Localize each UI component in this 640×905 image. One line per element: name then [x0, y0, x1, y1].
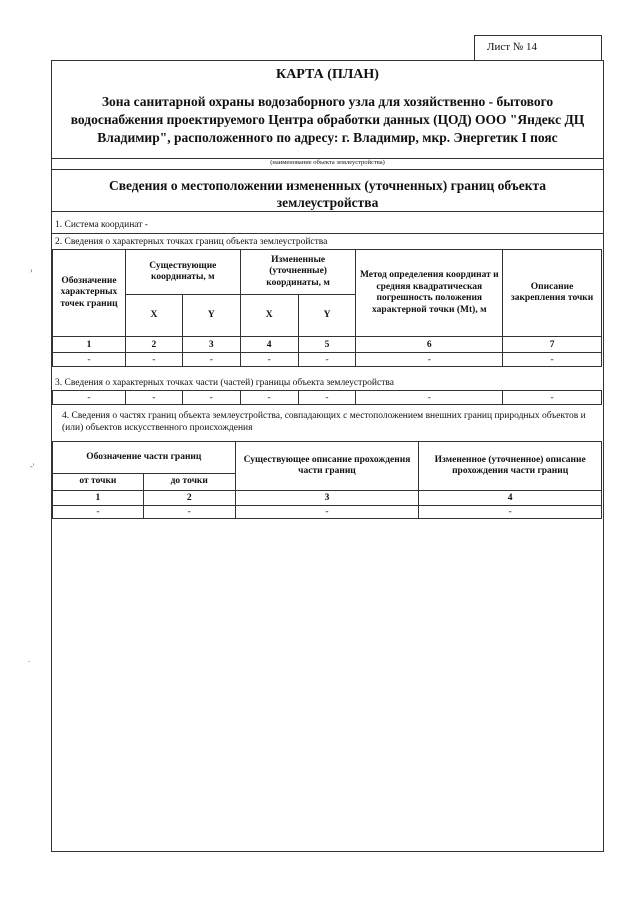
column-number: 5 [298, 337, 356, 353]
points-table [52, 249, 602, 367]
table-cell: - [356, 391, 503, 405]
coordinate-system-item: 1. Система координат - [55, 220, 148, 230]
table-cell: - [182, 353, 240, 367]
divider [52, 233, 603, 234]
column-number: 2 [143, 491, 235, 506]
column-number: 4 [419, 491, 602, 506]
col-part-designation: Обозначение части границ [53, 442, 236, 474]
divider [52, 211, 603, 212]
col-x: X [125, 295, 182, 337]
part-points-table [52, 390, 602, 405]
column-number: 1 [53, 337, 126, 353]
table-row [53, 353, 602, 367]
divider [52, 169, 603, 170]
col-existing-coords: Существующие координаты, м [125, 250, 240, 295]
sheet-number-box [474, 35, 602, 61]
table-number-row [53, 491, 602, 506]
table-cell: - [503, 353, 602, 367]
table-cell: - [298, 391, 356, 405]
col-to-point: до точки [143, 474, 235, 491]
table-cell: - [298, 353, 356, 367]
table-cell: - [182, 391, 240, 405]
document-frame [51, 60, 604, 852]
column-number: 7 [503, 337, 602, 353]
natural-boundaries-item: 4. Сведения о частях границ объекта землеустройства, совпадающих с местоположением внешних границ природных объектов и (или) объектов искусственного происхождения [62, 411, 586, 433]
table-cell: - [53, 506, 144, 519]
part-points-item: 3. Сведения о характерных точках части (частей) границы объекта землеустройства [55, 378, 394, 388]
table-cell: - [53, 391, 126, 405]
table-cell: - [125, 391, 182, 405]
col-changed-description: Измененное (уточненное) описание прохождения части границ [419, 442, 602, 491]
column-number: 2 [125, 337, 182, 353]
scan-mark: › [30, 266, 33, 275]
column-number: 4 [240, 337, 298, 353]
column-number: 1 [53, 491, 144, 506]
table-cell: - [53, 353, 126, 367]
col-from-point: от точки [53, 474, 144, 491]
points-item: 2. Сведения о характерных точках границ объекта землеустройства [55, 237, 328, 247]
sheet-number: Лист № 14 [487, 41, 538, 53]
document-subtitle: Зона санитарной охраны водозаборного узла для хозяйственно - бытового водоснабжения проектируемого Центра обработки данных (ЦОД) ООО "Яндекс ДЦ Владимир", расположенного по адресу: г. Владимир, мкр. Энергетик I пояс [70, 94, 585, 145]
table-number-row [53, 337, 602, 353]
col-designation: Обозначение характерных точек границ [53, 250, 126, 337]
document-title: КАРТА (ПЛАН) [276, 67, 379, 82]
table-cell: - [240, 353, 298, 367]
table-cell: - [419, 506, 602, 519]
section-heading: Сведения о местоположении измененных (уточненных) границ объекта землеустройства [108, 178, 547, 210]
table-cell: - [356, 353, 503, 367]
col-description: Описание закрепления точки [503, 250, 602, 337]
table-cell: - [240, 391, 298, 405]
subtitle-caption: (наименование объекта землеустройства) [270, 159, 385, 166]
column-number: 3 [182, 337, 240, 353]
column-number: 3 [235, 491, 419, 506]
table-cell: - [125, 353, 182, 367]
table-row [53, 391, 602, 405]
scan-mark: . [28, 655, 30, 664]
col-x: X [240, 295, 298, 337]
col-existing-description: Существующее описание прохождения части границ [235, 442, 419, 491]
scan-mark: -' [30, 462, 35, 471]
col-y: Y [182, 295, 240, 337]
table-cell: - [503, 391, 602, 405]
table-cell: - [143, 506, 235, 519]
column-number: 6 [356, 337, 503, 353]
boundary-parts-table [52, 441, 602, 519]
col-y: Y [298, 295, 356, 337]
table-row [53, 506, 602, 519]
table-cell: - [235, 506, 419, 519]
col-method: Метод определения координат и средняя квадратическая погрешность положения характерной точки (Mt), м [356, 250, 503, 337]
col-changed-coords: Измененные (уточненные) координаты, м [240, 250, 356, 295]
